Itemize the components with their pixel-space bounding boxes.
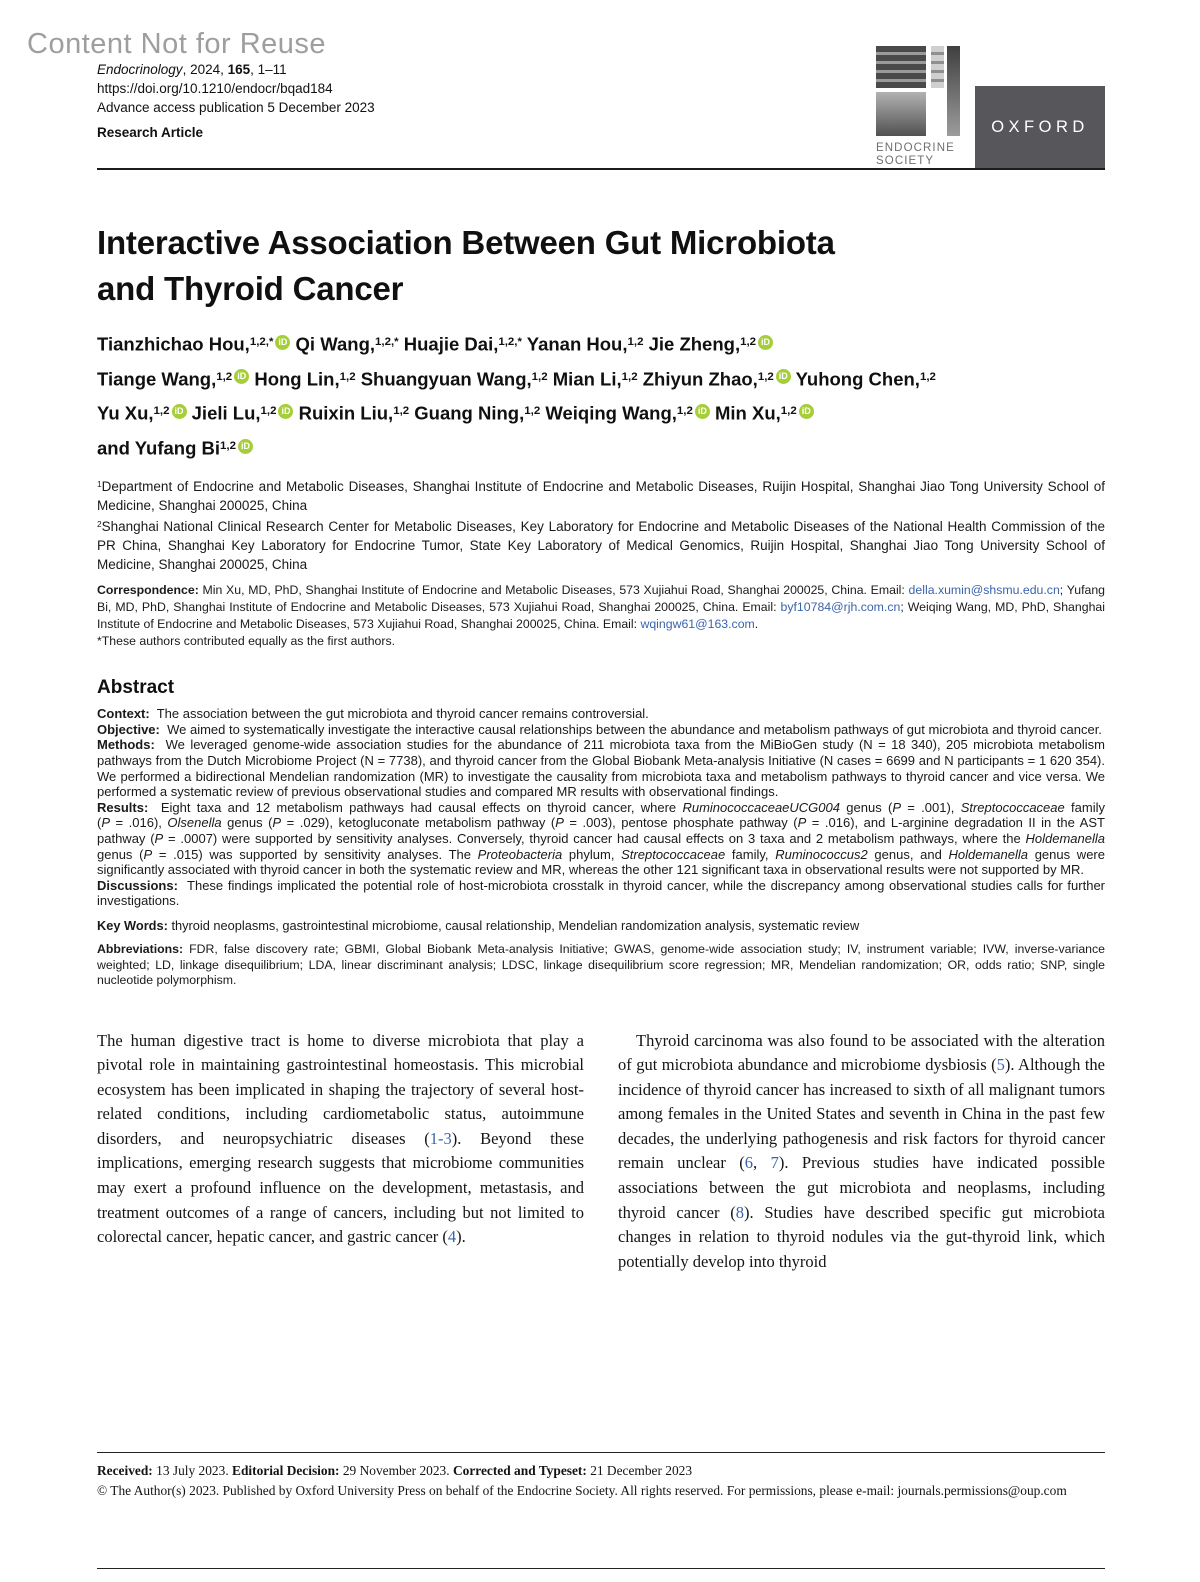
text-run: 21 December 2023 [590,1463,693,1478]
text-run: = .016), [110,815,168,831]
text-run: family, [725,846,776,862]
text-run: ). Studies have described specific gut microbiota changes in relation to thyroid nodules via the gut-thyroid link, which potentially develop into thyroid [618,1202,1105,1271]
text-run: Received: [97,1463,157,1478]
text-run: Huajie Dai, [398,333,499,355]
text-run: thyroid neoplasms, gastrointestinal microbiome, causal relationship, Mendelian randomization analysis, systematic review [171,918,860,933]
text-run: ). Previous studies have indicated possible associations between the gut microbiota and neoplasms, including thyroid cancer ( [618,1153,1105,1222]
text-run: phylum, [562,846,622,862]
text-run: Tianzhichao Hou, [97,333,250,355]
text-run: 1,2 [740,336,757,348]
orcid-icon[interactable]: iD [275,335,290,350]
text-run: Abbreviations: [97,942,190,956]
text-run: genus were significantly associated with thyroid cancer in both the systematic review and MR, whereas the other 121 significant taxa in observational results were not supported by MR. [97,846,1105,878]
text-run: 1,2 [780,405,797,418]
correspondence-note [97,582,1105,633]
body-column-left [97,1029,584,1275]
text-run: © The Author(s) 2023. Published by Oxford University Press on behalf of the Endocrine Society. All rights reserved. For permissions, please e-mail: journals.permissions@oup.com [97,1483,1067,1498]
text-run: Qi Wang, [290,333,376,355]
text-run: 1 [97,478,102,489]
text-run: , 1–11 [250,62,287,77]
article-type-label: Research Article [97,125,204,140]
text-run: 1,2 [621,370,638,383]
abstract-methods [97,737,1105,799]
citation-link[interactable]: 4 [447,1227,457,1247]
text-run: P [892,799,901,815]
text-run: , [753,1153,771,1173]
text-run: genus ( [221,815,273,831]
copyright-line [97,1481,1105,1500]
equal-contribution-note: *These authors contributed equally as the first authors. [97,634,396,649]
author-line [97,361,1105,396]
text-run: Ruixin Liu, [293,403,394,425]
citation-link[interactable]: 6 [744,1153,754,1173]
text-run: Min Xu, MD, PhD, Shanghai Institute of Endocrine and Metabolic Diseases, 573 Xujiahui Road, Shanghai 200025, China. Email: [202,583,909,598]
oxford-logo [975,86,1105,168]
text-run: 13 July 2023. [156,1463,233,1478]
text-run: RuminococcaceaeUCG004 [682,799,840,815]
text-run: 1,2 [627,336,644,348]
article-title [97,220,1105,312]
logo-block-striped [876,46,926,88]
text-run: Tiange Wang, [97,368,217,390]
text-run: and Yufang Bi [97,437,221,459]
text-run: Holdemanella [948,846,1028,862]
orcid-icon[interactable]: iD [172,404,187,419]
keywords-line [97,918,1105,934]
article-footer [97,1452,1105,1500]
text-run: 1,2 [531,370,548,383]
citation-link[interactable]: 1-3 [429,1128,452,1148]
text-run: Jie Zheng, [643,333,741,355]
text-run: Guang Ning, [409,403,525,425]
text-run: 1,2 [153,405,170,418]
citation-link[interactable]: 8 [735,1202,744,1222]
orcid-icon[interactable]: iD [695,404,710,419]
orcid-icon[interactable]: iD [776,369,791,384]
endocrine-society-logo [876,46,964,168]
footer-divider [97,1452,1105,1453]
text-run: 1,2 [339,370,356,383]
text-run: 1,2,* [498,336,522,348]
email-link[interactable]: della.xumin@shsmu.edu.cn [908,583,1060,598]
affiliations [97,475,1105,574]
text-run: Objective: [97,721,160,737]
text-run: Corrected and Typeset: [452,1463,591,1478]
text-run: Mian Li, [547,368,622,390]
text-run: 1,2,* [249,336,274,348]
text-run: 1,2 [919,370,936,383]
text-run: Yuhong Chen, [790,368,920,390]
text-run: Ruminococcus2 [775,846,868,862]
author-line [97,430,1105,465]
text-run: Editorial Decision: [232,1463,343,1478]
text-run: P [154,831,164,847]
text-run: ). [456,1227,466,1247]
text-run: ). Beyond these implications, emerging research suggests that microbiome communities may exert a profound influence on the development, metastasis, and treatment outcomes of a range of cancers, including but not limited to colorectal cancer, hepatic cancer, and gastric cancer ( [97,1128,584,1247]
text-run: We leveraged genome-wide association studies for the abundance of 211 microbiota taxa from the MiBioGen study (N = 18 340), 205 microbiota metabolism pathways from the Dutch Microbiome Project (N = 7738), and thyroid cancer from the Global Biobank Meta-analysis Initiative (N cases = 6699 and N participants = 1 620 354). We performed a bidirectional Mendelian randomization (MR) to investigate the causality from microbiota taxa and metabolism pathways to thyroid cancer and vice versa. We performed a systematic review of previous observational studies and compared MR results with observational findings. [97,737,1105,800]
text-run: Shuangyuan Wang, [355,368,532,390]
endocrine-society-wordmark [876,142,964,168]
text-run: P [143,846,153,862]
text-run: FDR, false discovery rate; GBMI, Global Biobank Meta-analysis Initiative; GWAS, genome-wide association study; IV, instrument variable; IVW, inverse-variance weighted; LD, linkage disequilibrium; LDA, linear discriminant analysis; LDSC, linkage disequilibrium score regression; MR, Mendelian randomization; OR, odds ratio; SNP, single nucleotide polymorphism. [97,942,1105,987]
text-run: Min Xu, [709,403,781,425]
author-list [97,326,1105,465]
logo-block-gradient [876,92,926,136]
abstract-discussions [97,878,1105,909]
text-run: 1,2 [220,440,236,453]
title-line-1: Interactive Association Between Gut Microbiota [97,224,835,261]
text-run: = .003), pentose phosphate pathway ( [563,815,798,831]
text-run: P [555,815,564,831]
orcid-icon[interactable]: iD [758,335,773,350]
text-run: Key Words: [97,918,172,933]
text-run: = .016), and L-arginine degradation II in the AST pathway ( [97,815,1105,847]
text-run: Holdemanella [1025,831,1105,847]
text-run: Correspondence: [97,583,203,598]
abstract-context [97,706,1105,722]
text-run: The association between the gut microbiota and thyroid cancer remains controversial. [149,706,649,722]
text-run: = .029), ketogluconate metabolism pathway ( [281,815,556,831]
text-run: Olsenella [167,815,222,831]
abstract-section [97,676,1105,988]
text-run: Eight taxa and 12 metabolism pathways had causal effects on thyroid cancer, where [148,799,683,815]
text-run: 29 November 2023. [342,1463,453,1478]
text-run: 2 [97,519,102,530]
text-run: = .0007) were supported by sensitivity analyses. Conversely, thyroid cancer had causal effects on 3 taxa and 2 metabolism pathways, where the [163,831,1026,847]
abbreviations-line [97,942,1105,989]
bottom-divider [97,1568,1105,1569]
text-run: The human digestive tract is home to diverse microbiota that play a pivotal role in maintaining gastrointestinal homeostasis. This microbial ecosystem has been implicated in shaping the trajectory of several host-related conditions, including cardiometabolic status, autoimmune disorders, and neuropsychiatric diseases ( [97,1030,584,1148]
orcid-icon[interactable]: iD [234,369,249,384]
watermark-text: Content Not for Reuse [27,28,327,60]
text-run: Zhiyun Zhao, [637,368,758,390]
text-run: Thyroid carcinoma was also found to be associated with the alteration of gut microbiota abundance and microbiome dysbiosis ( [618,1030,1105,1075]
citation-link[interactable]: 5 [996,1055,1005,1075]
endocrine-society-logo-art [876,46,960,136]
text-run: P [797,815,807,831]
affiliation-2 [97,515,1105,574]
orcid-icon[interactable]: iD [238,439,253,454]
society-wordmark-line: SOCIETY [876,155,935,167]
text-run: Yanan Hou, [521,333,628,355]
text-run: ; Yufang Bi, MD, PhD, Shanghai Institute of Endocrine and Metabolic Diseases, 573 Xujiahui Road, Shanghai 200025, China. Email: [97,583,1106,615]
text-run: P [272,815,282,831]
text-run: , 2024, [182,62,228,77]
doi-link[interactable]: https://doi.org/10.1210/endocr/bqad184 [97,81,333,96]
citation-link[interactable]: 7 [770,1153,779,1173]
email-link[interactable]: byf10784@rjh.com.cn [780,600,901,615]
text-run: Streptococcaceae [960,799,1065,815]
text-run: 1,2 [524,405,541,418]
text-run: 1,2 [260,405,277,418]
text-run: P [101,815,111,831]
text-run: 1,2 [393,405,410,418]
text-run: These findings implicated the potential role of host-microbiota crosstalk in thyroid cancer, while the discrepancy among observational studies calls for further investigations. [97,877,1105,909]
text-run: . [754,617,759,632]
advance-access-note: Advance access publication 5 December 2023 [97,100,375,115]
abstract-objective [97,722,1105,738]
logo-bar-light [931,46,944,88]
abstract-heading: Abstract [97,677,175,699]
text-run: Weiqing Wang, [540,403,677,425]
text-run: We aimed to systematically investigate the interactive causal relationships between the abundance and metabolism pathways of gut microbiota and thyroid cancer. [159,721,1102,737]
text-run: = .015) was supported by sensitivity analyses. The [152,846,478,862]
body-column-right [618,1029,1105,1275]
text-run: 1,2,* [375,336,399,348]
title-line-2: and Thyroid Cancer [97,270,404,307]
text-run: Hong Lin, [249,368,340,390]
received-line [97,1461,1105,1480]
text-run: genus, and [867,846,949,862]
text-run: genus ( [839,799,893,815]
endocrine-wordmark-line: ENDOCRINE [876,142,955,154]
text-run: Yu Xu, [97,403,154,425]
abstract-results [97,800,1105,878]
author-line [97,395,1105,430]
text-run: ). Although the incidence of thyroid cancer has increased to sixth of all malignant tumors among females in the United States and seventh in China in the past few decades, the underlying pathogenesis and risk factors for thyroid cancer remain unclear ( [618,1055,1105,1173]
text-run: 1,2 [757,370,774,383]
text-run: ; Weiqing Wang, MD, PhD, Shanghai Institute of Endocrine and Metabolic Diseases, 573 Xujiahui Road, Shanghai 200025, China. Email: [97,600,1105,632]
text-run: Proteobacteria [477,846,563,862]
text-run: Shanghai National Clinical Research Center for Metabolic Diseases, Key Laboratory for Endocrine and Metabolic Diseases of the National Health Commission of the PR China, Shanghai Key Laboratory for Endocrine Tumor, State Key Laboratory of Medical Genomics, Ruijin Hospital, Shanghai Jiao Tong University School of Medicine, Shanghai 200025, China [97,519,1105,573]
text-run: Context: [97,706,150,722]
text-run: 1,2 [676,405,693,418]
text-run: Discussions: [97,877,178,893]
oxford-wordmark: OXFORD [991,117,1089,136]
author-line [97,326,1105,361]
text-run: Streptococcaceae [621,846,726,862]
orcid-icon[interactable]: iD [278,404,293,419]
affiliation-1 [97,475,1105,515]
text-run: Results: [97,799,149,815]
text-run: 1,2 [216,370,233,383]
text-run: Endocrinology [97,62,183,77]
header-divider [97,168,1105,170]
text-run: 165 [227,62,251,77]
text-run: family ( [97,799,1105,831]
text-run: genus ( [97,846,144,862]
article-body [97,1029,1105,1275]
orcid-icon[interactable]: iD [799,404,814,419]
logo-bar-dark [947,46,960,136]
text-run: = .001), [900,799,961,815]
text-run: Methods: [97,737,155,753]
text-run: Jieli Lu, [186,403,261,425]
text-run: Department of Endocrine and Metabolic Diseases, Shanghai Institute of Endocrine and Metabolic Diseases, Ruijin Hospital, Shanghai Jiao Tong University School of Medicine, Shanghai 200025, China [97,479,1105,514]
email-link[interactable]: wqingw61@163.com [640,617,755,632]
